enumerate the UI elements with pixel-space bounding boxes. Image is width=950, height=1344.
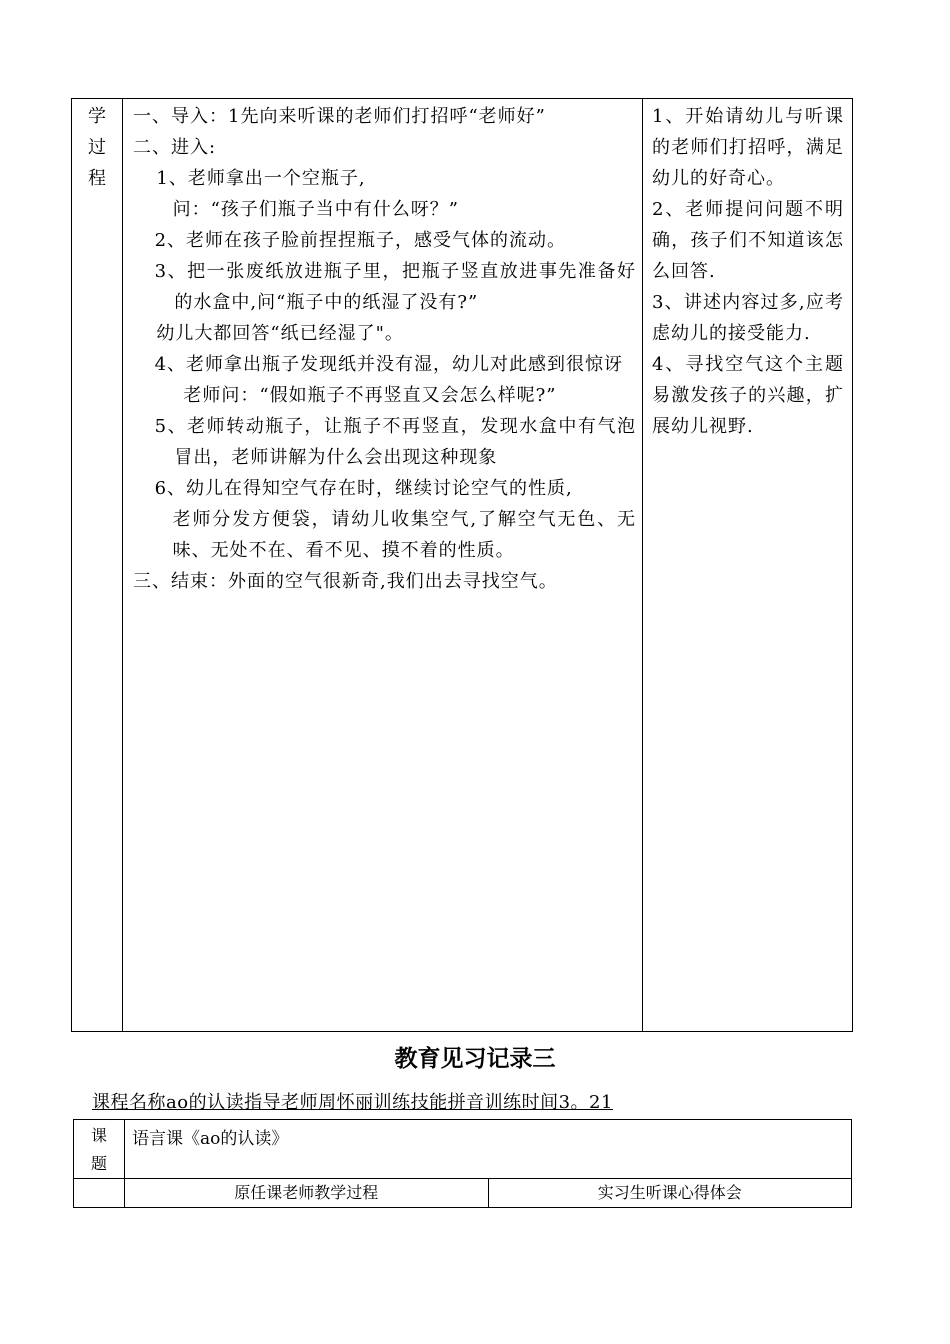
empty-header-cell <box>74 1179 125 1208</box>
reflection-line: 1、开始请幼儿与听课的老师们打招呼，满足幼儿的好奇心。 <box>652 106 844 189</box>
process-line: 问：“孩子们瓶子当中有什么呀？” <box>172 199 459 220</box>
subject-value: 语言课《ao的认读》 <box>125 1120 852 1179</box>
process-label-cell <box>72 99 123 1032</box>
label-char: 过 <box>88 137 106 158</box>
process-line: 老师问：“假如瓶子不再竖直又会怎么样呢?” <box>183 385 557 406</box>
label-char: 课 <box>90 1126 107 1145</box>
process-line: 二、进入: <box>133 137 217 158</box>
process-label <box>72 99 122 194</box>
lesson-process-table <box>71 98 853 1032</box>
process-line: 3、把一张废纸放进瓶子里，把瓶子竖直放进事先准备好的水盒中,问“瓶子中的纸湿了没有?” <box>154 261 636 313</box>
label-char: 学 <box>88 106 106 127</box>
section-title: 教育见习记录三 <box>394 1046 556 1072</box>
process-line: 1、老师拿出一个空瓶子, <box>156 168 366 189</box>
label-char: 题 <box>90 1154 107 1173</box>
teaching-process-text <box>123 99 642 597</box>
reflection-line: 4、寻找空气这个主题易激发孩子的兴趣，扩展幼儿视野. <box>652 354 844 437</box>
reflection-text <box>643 99 852 442</box>
process-line: 三、结束：外面的空气很新奇,我们出去寻找空气。 <box>133 571 558 592</box>
header-teacher-process: 原任课老师教学过程 <box>125 1179 489 1208</box>
record-three-table <box>73 1119 852 1208</box>
process-line: 4、老师拿出瓶子发现纸并没有湿，幼儿对此感到很惊讶 <box>154 354 624 375</box>
subject-label <box>74 1120 124 1178</box>
process-line: 6、幼儿在得知空气存在时，继续讨论空气的性质, <box>154 478 573 499</box>
label-char: 程 <box>88 168 106 189</box>
teaching-process-cell <box>123 99 643 1032</box>
process-line: 5、老师转动瓶子，让瓶子不再竖直，发现水盒中有气泡冒出，老师讲解为什么会出现这种现象 <box>154 416 636 468</box>
header-student-reflection: 实习生听课心得体会 <box>488 1179 852 1208</box>
reflection-cell <box>643 99 853 1032</box>
subject-label-cell <box>74 1120 125 1179</box>
reflection-line: 2、老师提问问题不明确，孩子们不知道该怎么回答. <box>652 199 844 282</box>
process-line: 老师分发方便袋，请幼儿收集空气,了解空气无色、无味、无处不在、看不见、摸不着的性质。 <box>172 509 636 561</box>
reflection-line: 3、讲述内容过多,应考虑幼儿的接受能力. <box>652 292 844 344</box>
process-line: 2、老师在孩子脸前捏捏瓶子，感受气体的流动。 <box>154 230 567 251</box>
process-line: 一、导入：1先向来听课的老师们打招呼“老师好” <box>133 106 546 127</box>
course-info-line: 课程名称ao的认读指导老师周怀丽训练技能拼音训练时间3。21 <box>92 1092 613 1113</box>
process-line: 幼儿大都回答“纸已经湿了"。 <box>156 323 404 344</box>
